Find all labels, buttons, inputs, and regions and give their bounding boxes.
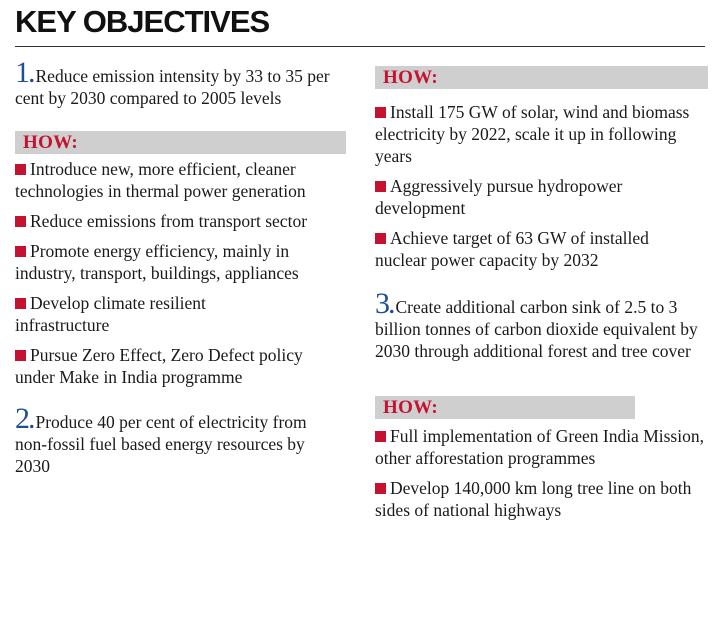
how-item-text: Develop climate resilient infrastructure	[15, 293, 206, 335]
objective-text: Create additional carbon sink of 2.5 to 3 billion tonnes of carbon dioxide equivalent by 2030 through additional forest and tree cover	[375, 297, 698, 361]
objective-text: Produce 40 per cent of electricity from non-fossil fuel based energy resources by 2030	[15, 412, 307, 476]
bullet-icon	[375, 233, 386, 244]
objective-1	[15, 56, 345, 109]
how-item	[15, 210, 330, 232]
how-item-text: Reduce emissions from transport sector	[30, 211, 308, 231]
bullet-icon	[375, 431, 386, 442]
how-item	[15, 344, 320, 388]
how-item-text: Install 175 GW of solar, wind and biomass electricity by 2022, scale it up in following years	[375, 102, 690, 166]
how-item-text: Aggressively pursue hydropower development	[375, 176, 623, 218]
bullet-icon	[375, 107, 386, 118]
how-item	[375, 101, 695, 167]
objective-number: 1.	[15, 56, 34, 89]
how-item	[375, 425, 705, 469]
how-header: HOW:	[15, 131, 346, 154]
how-item	[375, 477, 705, 521]
objective-text: Reduce emission intensity by 33 to 35 per cent by 2030 compared to 2005 levels	[15, 66, 330, 108]
how-item-text: Pursue Zero Effect, Zero Defect policy under Make in India programme	[15, 345, 303, 387]
how-header: HOW:	[375, 66, 708, 89]
objective-number: 3.	[375, 287, 394, 320]
right-column	[375, 66, 710, 521]
how-item	[15, 240, 340, 284]
bullet-icon	[375, 181, 386, 192]
objective-3	[375, 287, 710, 362]
how-item	[15, 158, 330, 202]
bullet-icon	[15, 298, 26, 309]
bullet-icon	[15, 246, 26, 257]
objective-2	[15, 402, 335, 477]
how-header: HOW:	[375, 396, 635, 419]
bullet-icon	[15, 164, 26, 175]
objective-number: 2.	[15, 402, 34, 435]
how-item	[375, 175, 685, 219]
left-column	[15, 56, 360, 477]
how-item	[375, 227, 700, 271]
bullet-icon	[375, 483, 386, 494]
how-item	[15, 292, 265, 336]
bullet-icon	[15, 216, 26, 227]
page-title: KEY OBJECTIVES	[15, 4, 270, 39]
how-item-text: Full implementation of Green India Mission, other afforestation programmes	[375, 426, 704, 468]
how-item-text: Introduce new, more efficient, cleaner technologies in thermal power generation	[15, 159, 306, 201]
bullet-icon	[15, 350, 26, 361]
how-item-text: Achieve target of 63 GW of installed nuclear power capacity by 2032	[375, 228, 649, 270]
how-item-text: Promote energy efficiency, mainly in industry, transport, buildings, appliances	[15, 241, 299, 283]
title-divider	[15, 46, 705, 47]
how-item-text: Develop 140,000 km long tree line on both sides of national highways	[375, 478, 692, 520]
